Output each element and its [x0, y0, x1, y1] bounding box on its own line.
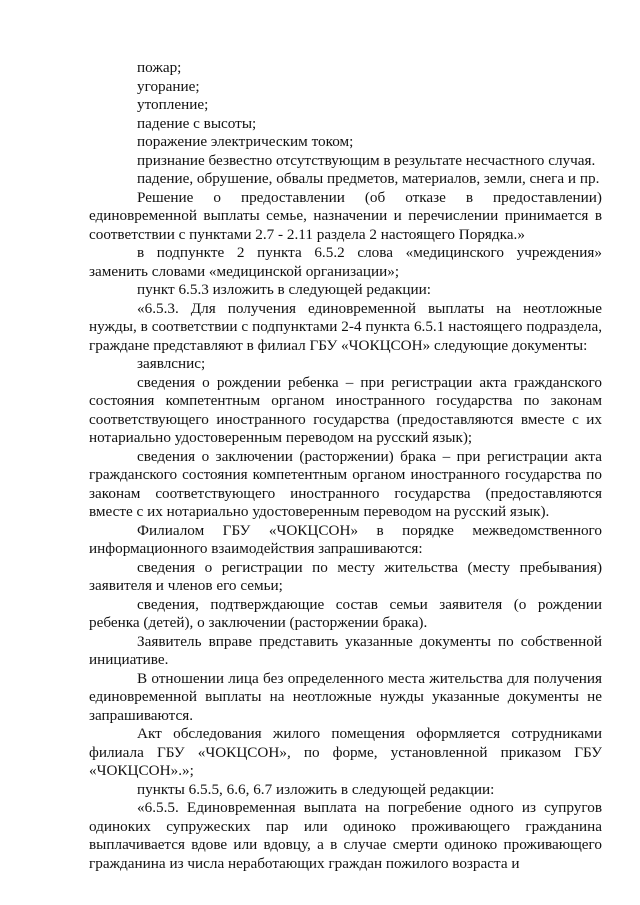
paragraph: заявлснис; — [137, 355, 206, 372]
paragraph: Заявитель вправе представить указанные документы по собственной инициативе. — [89, 632, 602, 668]
paragraph: сведения о регистрации по месту жительства (месту пребывания) заявителя и членов его семьи; — [89, 558, 602, 594]
list-item: падение с высоты; — [137, 114, 257, 132]
paragraph: В отношении лица без определенного места жительства для получения единовременной выплаты на неотложные нужды указанные документы не запрашиваются. — [89, 669, 602, 724]
paragraph: «6.5.3. Для получения единовременной выплаты на неотложные нужды, в соответствии с подпунктами 2-4 пункта 6.5.1 настоящего подраздела, граждане представляют в филиал ГБУ «ЧОКЦСОН» следующие документы: — [89, 299, 602, 354]
paragraph: Решение о предоставлении (об отказе в предоставлении) единовременной выплаты семье, назначении и перечислении принимается в соответствии с пунктами 2.7 - 2.11 раздела 2 настоящего Порядка.» — [89, 188, 602, 243]
list-item: утопление; — [137, 96, 209, 113]
paragraph: Акт обследования жилого помещения оформляется сотрудниками филиала ГБУ «ЧОКЦСОН», по форме, установленной приказом ГБУ «ЧОКЦСОН».»; — [89, 725, 602, 779]
paragraph: сведения, подтверждающие состав семьи заявителя (о рождении ребенка (детей), о заключении (расторжении брака). — [89, 595, 602, 631]
paragraph: сведения о заключении (расторжении) брака – при регистрации акта гражданского состояния компетентным органом иностранного государства по законам соответствующего иностранного государства (предоставляются вместе с их нотариально удостоверенным переводом на русский язык). — [89, 447, 602, 520]
list-item: признание безвестно отсутствующим в результате несчастного случая. — [137, 151, 596, 169]
paragraph: в подпункте 2 пункта 6.5.2 слова «медицинского учреждения» заменить словами «медицинской организации»; — [89, 244, 602, 280]
list-item: падение, обрушение, обвалы предметов, материалов, земли, снега и пр. — [137, 170, 600, 187]
paragraph: пункты 6.5.5, 6.6, 6.7 изложить в следующей редакции: — [137, 780, 495, 798]
paragraph: сведения о рождении ребенка – при регистрации акта гражданского состояния компетентным органом иностранного государства по законам соответствующего иностранного государства (предоставляются вместе с их нотариально удостоверенным переводом на русский язык); — [89, 373, 602, 446]
list-item: поражение электрическим током; — [137, 133, 354, 150]
paragraph: пункт 6.5.3 изложить в следующей редакции: — [137, 281, 431, 298]
paragraph: Филиалом ГБУ «ЧОКЦСОН» в порядке межведомственного информационного взаимодействия запрашиваются: — [89, 521, 602, 557]
list-item: пожар; — [137, 59, 182, 76]
list-item: угорание; — [137, 77, 200, 95]
document-body — [89, 59, 602, 873]
paragraph: «6.5.5. Единовременная выплата на погребение одного из супругов одиноких супружеских пар или одиноко проживающего гражданина выплачивается вдове или вдовцу, а в случае смерти одиноко проживающего гражданина из числа неработающих граждан пожилого возраста и — [89, 799, 602, 872]
